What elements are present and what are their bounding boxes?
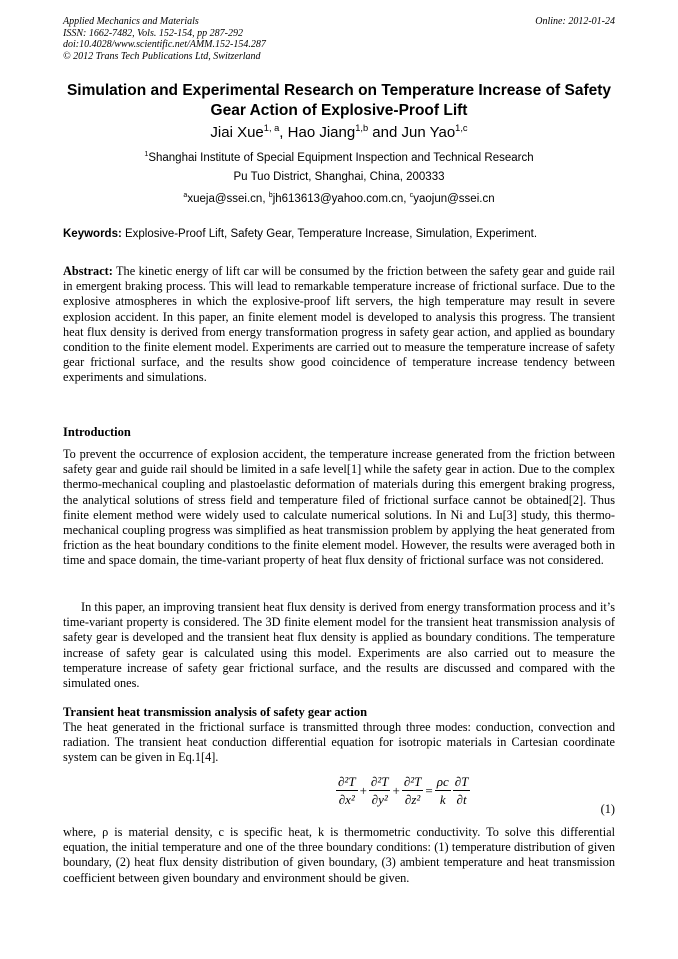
affiliation-line-2: Pu Tuo District, Shanghai, China, 200333 xyxy=(233,171,445,183)
author-separator: , xyxy=(279,124,288,141)
introduction-paragraph-1: To prevent the occurrence of explosion accident, the temperature increase generated from the friction between safety gear and guide rail should be limited in a safe level[1] while the safety gear in action. Due to the complex thermo-mechanical coupling and plastoelastic deformation of materials during this emergent braking progress, the analytical solutions of stress field and temperature filed of frictional surface cannot be obtained[2]. Thus finite element method were widely used to calculate numerical solutions. In Ni and Lu[3] study, this thermo-mechanical coupling progress was simplified as heat transmission problem by applying the heat generated from friction as the heat boundary conditions to the finite element model. However, the results were averaged both in time and space domain, the time-variant property of heat flux density of frictional surface was not considered. xyxy=(63,447,615,568)
eq-denominator: ∂t xyxy=(456,792,467,807)
affiliation-line-1 xyxy=(63,151,615,165)
eq-term-x xyxy=(336,774,358,807)
author-affiliation-mark: 1,b xyxy=(355,123,369,133)
author-affiliation-mark: 1, a xyxy=(263,123,280,133)
email-address: xueja@ssei.cn, xyxy=(187,193,269,205)
eq-numerator: ∂²T xyxy=(403,774,422,789)
introduction-paragraph-2: In this paper, an improving transient heat flux density is derived from energy transformation process and it’s time-variant property is considered. The 3D finite element model for the transient heat transmission analysis of safety gear is developed and the transient heat flux density is applied as boundary conditions. The temperature increase of safety gear is calculated using this model. Experiments are also carried out to measure the temperature increase of safety gear frictional surface, and the results are discussed and compared with the simulated ones. xyxy=(63,600,615,691)
affiliation-name: Shanghai Institute of Special Equipment Inspection and Technical Research xyxy=(148,152,534,164)
journal-copyright: © 2012 Trans Tech Publications Ltd, Switzerland xyxy=(63,50,261,62)
email-mark: a xyxy=(183,191,188,200)
eq-denominator: k xyxy=(439,792,446,807)
author-name: Hao Jiang xyxy=(287,124,356,141)
journal-header xyxy=(63,16,615,62)
abstract-text: The kinetic energy of lift car will be consumed by the friction between the safety gear and guide rail in emergent braking process. This will lead to remarkable temperature increase of frictional surface. Due to the explosive atmospheres in which the explosive-proof lift servers, the high temperature may result in severe explosion accident. In this paper, an finite element model is developed to analysis this progress. The transient heat flux density is derived from energy transformation progress in safety gear action, and applied as boundary condition to the finite element model. Experiments are carried out to measure the temperature increase of safety gear frictional surface, and the results show good coincidence of temperature increase tendency between experiments and simulations. xyxy=(63,264,615,385)
author-name: Jun Yao xyxy=(401,124,456,141)
email-address: jh613613@yahoo.com.cn, xyxy=(272,193,410,205)
journal-doi: doi:10.4028/www.scientific.net/AMM.152-154.287 xyxy=(63,39,266,50)
eq-term-y xyxy=(369,774,391,807)
abstract-label: Abstract: xyxy=(63,264,113,278)
equation-1 xyxy=(335,774,471,807)
eq-denominator: ∂x² xyxy=(338,792,355,807)
author-list xyxy=(63,124,615,142)
eq-denominator: ∂y² xyxy=(371,792,388,807)
paper-title: Simulation and Experimental Research on Temperature Increase of Safety Gear Action of Explosive-Proof Lift xyxy=(66,82,612,119)
eq-numerator: ∂²T xyxy=(338,774,356,789)
eq-plus: + xyxy=(359,782,367,798)
keywords-label: Keywords: xyxy=(63,228,122,240)
eq-numerator: ρc xyxy=(436,774,449,789)
keywords xyxy=(63,227,615,241)
eq-numerator: ∂T xyxy=(454,774,469,789)
email-mark: c xyxy=(409,191,414,200)
eq-term-t xyxy=(453,774,471,807)
email-address: yaojun@ssei.cn xyxy=(413,193,495,205)
section-paragraph-2: where, ρ is material density, c is specific heat, k is thermometric conductivity. To solve this differential equation, the initial temperature and one of the three boundary conditions: (1) temperature distribution of given boundary, (2) heat flux density distribution of given boundary, (3) ambient temperature and heat transmission coefficient between given boundary and environment should be given. xyxy=(63,825,615,885)
eq-equals: = xyxy=(425,782,433,798)
abstract xyxy=(63,264,615,386)
eq-term-z xyxy=(402,774,424,807)
email-line xyxy=(63,192,615,206)
journal-name: Applied Mechanics and Materials xyxy=(63,16,199,27)
author-name: Jiai Xue xyxy=(210,124,264,141)
eq-numerator: ∂²T xyxy=(370,774,389,789)
eq-plus: + xyxy=(392,782,400,798)
eq-denominator: ∂z² xyxy=(404,792,421,807)
author-affiliation-mark: 1,c xyxy=(455,123,468,133)
keywords-text: Explosive-Proof Lift, Safety Gear, Temperature Increase, Simulation, Experiment. xyxy=(121,228,538,240)
author-separator: and xyxy=(368,124,402,141)
affiliation-mark: 1 xyxy=(144,150,149,159)
equation-number: (1) xyxy=(600,802,615,816)
email-mark: b xyxy=(268,191,273,200)
eq-coefficient xyxy=(435,774,451,807)
section-heading: Transient heat transmission analysis of safety gear action xyxy=(63,705,368,719)
journal-issn: ISSN: 1662-7482, Vols. 152-154, pp 287-292 xyxy=(63,27,243,39)
introduction-heading: Introduction xyxy=(63,425,131,439)
section-paragraph-1: The heat generated in the frictional surface is transmitted through three modes: conduction, convection and radiation. The transient heat conduction differential equation for isotropic materials in Cartesian coordinate system can be given in Eq.1[4]. xyxy=(63,720,615,765)
online-date: Online: 2012-01-24 xyxy=(535,16,615,27)
